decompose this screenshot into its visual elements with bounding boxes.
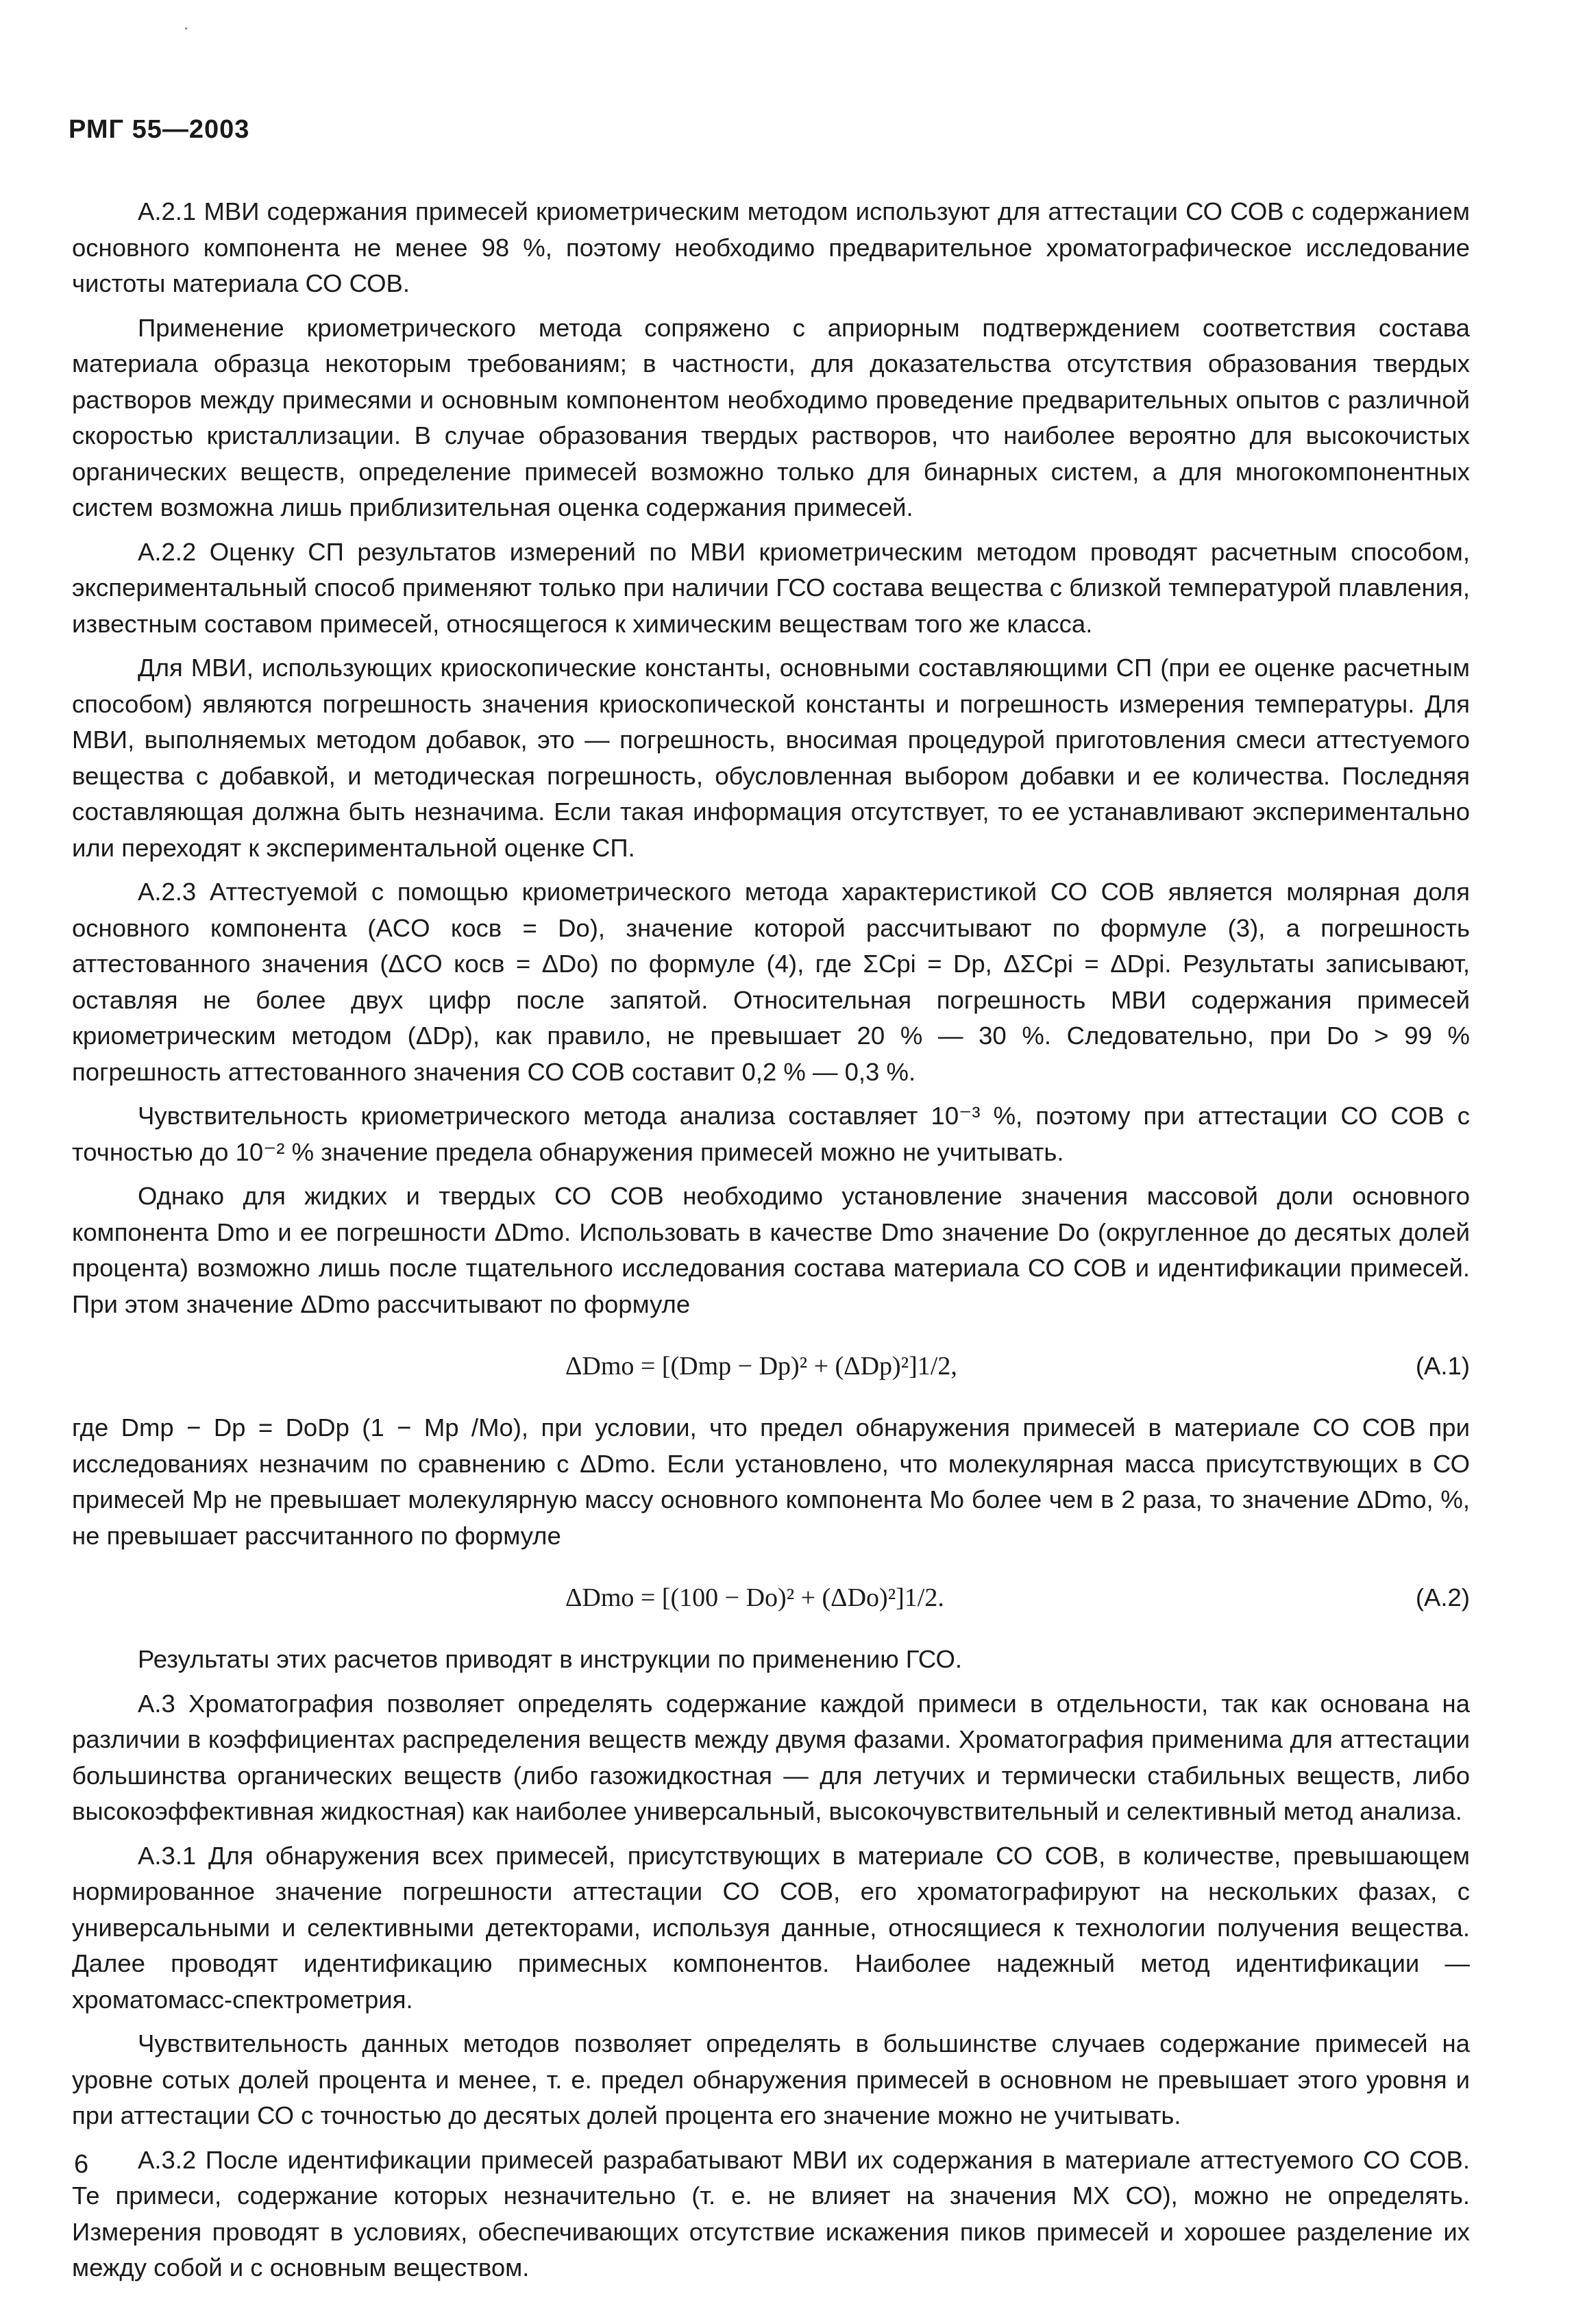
- paragraph-a-2-1: А.2.1 МВИ содержания примесей криометрическим методом используют для аттестации СО СОВ с содержанием основного компонента не менее 98 %, поэтому необходимо предварительное хроматографическое исследование чистоты материала СО СОВ.: [72, 197, 1470, 297]
- paragraph-sensitivity: Чувствительность криометрического метода анализа составляет 10⁻³ %, поэтому при аттестации СО СОВ с точностью до 10⁻² % значение предела обнаружения примесей можно не учитывать.: [72, 1102, 1470, 1166]
- paragraph-a-3-2: А.3.2 После идентификации примесей разрабатывают МВИ их содержания в материале аттестуемого СО СОВ. Те примеси, содержание которых незначительно (т. е. не влияет на значения МХ СО), можно не определять. Измерения проводят в условиях, обеспечивающих отсутствие искажения пиков примесей и хорошее разделение их между собой и с основным веществом.: [72, 2145, 1470, 2282]
- paragraph-a-2-3: А.2.3 Аттестуемой с помощью криометрического метода характеристикой СО СОВ является молярная доля основного компонента (ACO косв = Do), значение которой рассчитывают по формуле (3), а погрешность аттестованного значения (ΔCO косв = ΔDo) по формуле (4), где ΣCpi = Dp, ΔΣCpi = ΔDpi. Результаты записывают, оставляя не более двух цифр после запятой. Относительная погрешность МВИ содержания примесей криометрическим методом (ΔDp), как правило, не превышает 20 % — 30 %. Следовательно, при Do > 99 % погрешность аттестованного значения СО СОВ составит 0,2 % — 0,3 %.: [72, 878, 1470, 1086]
- formula-a-1-number: (А.1): [1415, 1352, 1470, 1380]
- paragraph-mass-fraction: Однако для жидких и твердых СО СОВ необходимо установление значения массовой доли основного компонента Dmo и ее погрешности ΔDmo. Использовать в качестве Dmo значение Do (округленное до десятых долей процента) возможно лишь после тщательного исследования состава материала СО СОВ и идентификации примесей. При этом значение ΔDmo рассчитывают по формуле: [72, 1182, 1470, 1318]
- formula-a-1: [72, 1343, 1470, 1389]
- formula-a-2-expression: ΔDmo = [(100 − Do)² + (ΔDo)²]1/2.: [565, 1583, 944, 1612]
- paragraph-where-definition: где Dmp − Dp = DoDp (1 − Mp /Mo), при условии, что предел обнаружения примесей в материале СО СОВ при исследованиях незначим по сравнению с ΔDmo. Если установлено, что молекулярная масса присутствующих в СО примесей Mp не превышает молекулярную массу основного компонента Mo более чем в 2 раза, то значение ΔDmo, %, не превышает рассчитанного по формуле: [72, 1413, 1470, 1550]
- paragraph-a-2-2: А.2.2 Оценку СП результатов измерений по МВИ криометрическим методом проводят расчетным способом, экспериментальный способ применяют только при наличии ГСО состава вещества с близкой температурой плавления, известным составом примесей, относящегося к химическим веществам того же класса.: [72, 537, 1470, 638]
- page-number: 6: [74, 2150, 89, 2179]
- paragraph-cryoscopic-constants: Для МВИ, использующих криоскопические константы, основными составляющими СП (при ее оценке расчетным способом) являются погрешность значения криоскопической константы и погрешность измерения температуры. Для МВИ, выполняемых методом добавок, это — погрешность, вносимая процедурой приготовления смеси аттестуемого вещества с добавкой, и методическая погрешность, обусловленная выбором добавки и ее количества. Последняя составляющая должна быть незначима. Если такая информация отсутствует, то ее устанавливают экспериментально или переходят к экспериментальной оценке СП.: [72, 654, 1470, 862]
- paragraph-results-gso: Результаты этих расчетов приводят в инструкции по применению ГСО.: [138, 1645, 962, 1673]
- scan-speck: [185, 27, 187, 29]
- paragraph-cryometric-conditions: Применение криометрического метода сопряжено с априорным подтверждением соответствия состава материала образца некоторым требованиям; в частности, для доказательства отсутствия образования твердых растворов между примесями и основным компонентом необходимо проведение предварительных опытов с различной скоростью кристаллизации. В случае образования твердых растворов, что наиболее вероятно для высокочистых органических веществ, определение примесей возможно только для бинарных систем, а для многокомпонентных систем возможна лишь приблизительная оценка содержания примесей.: [72, 313, 1470, 521]
- paragraph-method-sensitivity: Чувствительность данных методов позволяет определять в большинстве случаев содержание примесей на уровне сотых долей процента и менее, т. е. предел обнаружения примесей в основном не превышает этого уровня и при аттестации СО с точностью до десятых долей процента его значение можно не учитывать.: [72, 2029, 1470, 2129]
- paragraph-a-3-1: А.3.1 Для обнаружения всех примесей, присутствующих в материале СО СОВ, в количестве, превышающем нормированное значение погрешности аттестации СО СОВ, его хроматографируют на нескольких фазах, с универсальными и селективными детекторами, используя данные, относящиеся к технологии получения вещества. Далее проводят идентификацию примесных компонентов. Наиболее надежный метод идентификации — хроматомасс-спектрометрия.: [72, 1841, 1470, 2014]
- document-code-header: РМГ 55—2003: [69, 115, 250, 144]
- formula-a-2: [72, 1574, 1470, 1621]
- paragraph-a-3: А.3 Хроматография позволяет определять содержание каждой примеси в отдельности, так как основана на различии в коэффициентах распределения веществ между двумя фазами. Хроматография применима для аттестации большинства органических веществ (либо газожидкостная — для летучих и термически стабильных веществ, либо высокоэффективная жидкостная) как наиболее универсальный, высокочувствительный и селективный метод анализа.: [72, 1689, 1470, 1825]
- formula-a-2-number: (А.2): [1415, 1583, 1470, 1611]
- document-body: [72, 194, 1470, 2286]
- formula-a-1-expression: ΔDmo = [(Dmp − Dp)² + (ΔDp)²]1/2,: [565, 1352, 957, 1381]
